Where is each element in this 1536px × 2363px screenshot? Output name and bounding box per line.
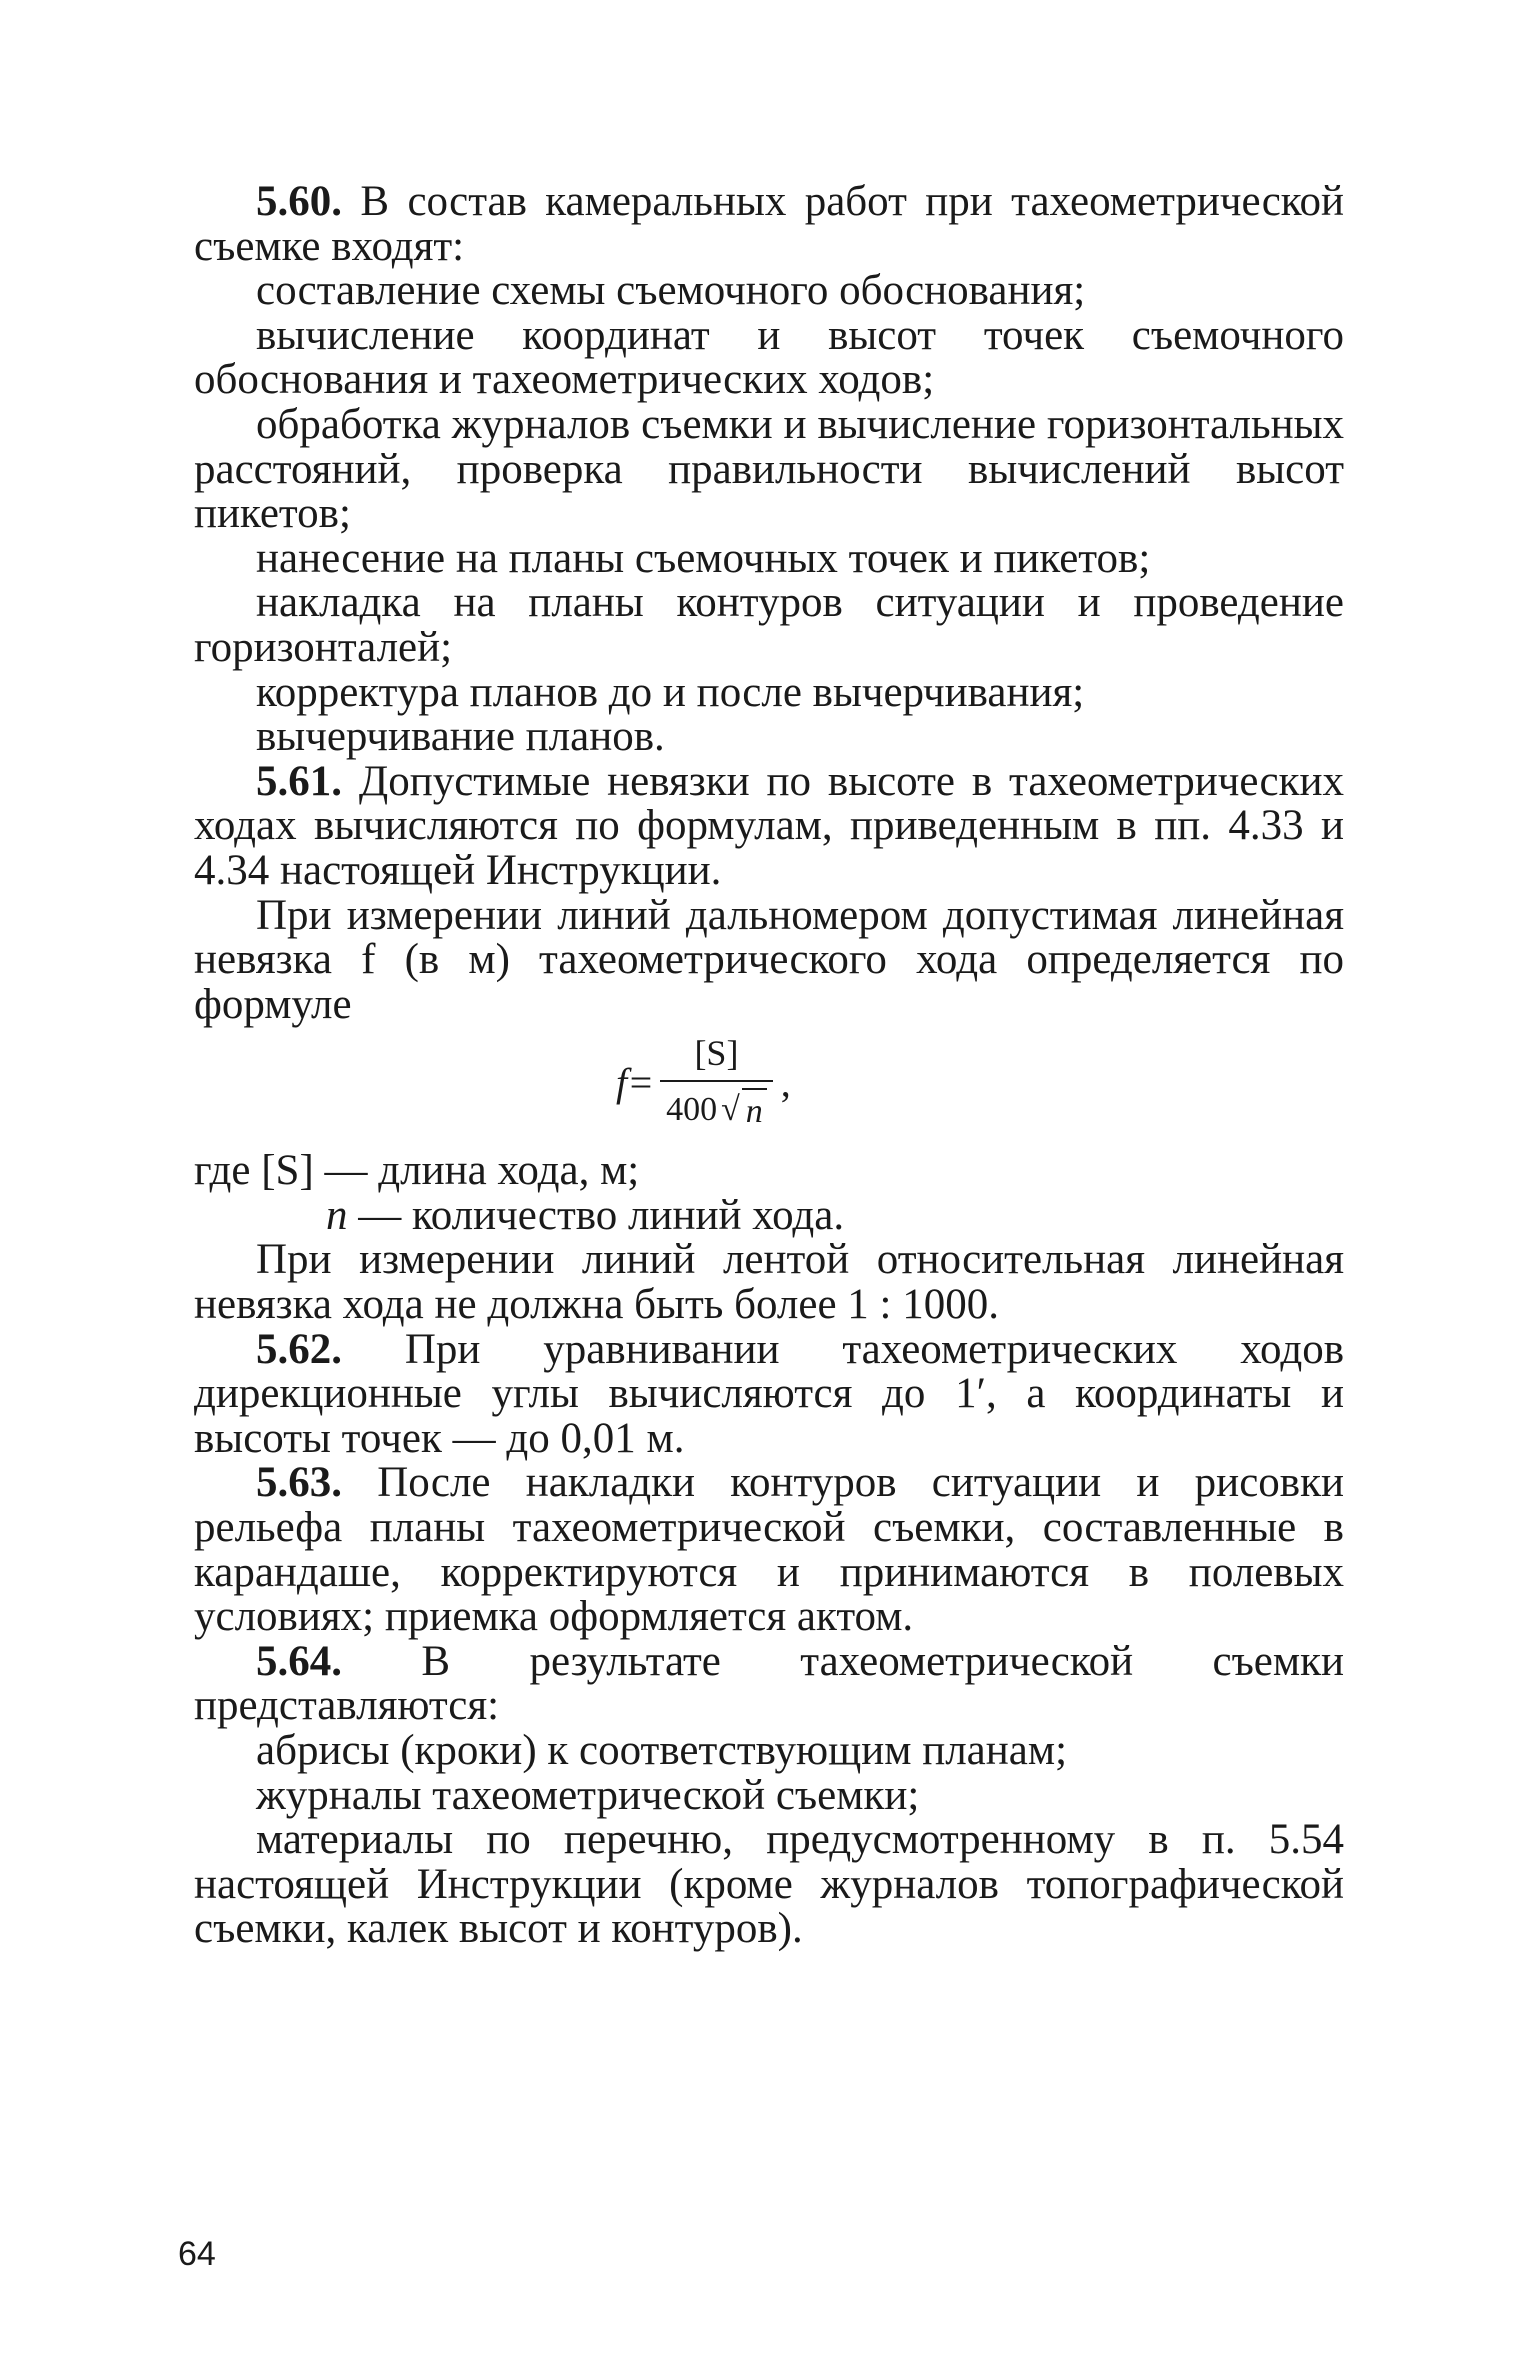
section-number: 5.63. <box>256 1459 342 1507</box>
section-number: 5.61. <box>256 757 342 805</box>
section-5-61 <box>194 757 1345 894</box>
section-5-60-intro <box>194 180 1344 269</box>
legend-description: — длина хода, м; <box>313 1147 640 1195</box>
formula-lhs: f= <box>616 1059 655 1105</box>
list-item: составление схемы съемочного обоснования; <box>256 267 1086 315</box>
legend-symbol: n <box>326 1191 348 1239</box>
section-5-63 <box>194 1461 1344 1639</box>
section-5-62 <box>194 1325 1344 1462</box>
section-text: В результате тахеометрической съемки представляются: <box>194 1637 1344 1730</box>
formula-fraction <box>660 1031 773 1134</box>
section-text: В состав камеральных работ при тахеометрической съемке входят: <box>194 178 1344 270</box>
legend-row <box>194 1149 1344 1194</box>
section-text: При уравнивании тахеометрических ходов дирекционные углы вычисляются до 1′, а координаты и высоты точек — до 0,01 м. <box>194 1325 1344 1462</box>
list-item: абрисы (кроки) к соответствующим планам; <box>256 1727 1068 1774</box>
legend-row <box>194 1191 1344 1239</box>
legend-prefix: где <box>194 1147 262 1195</box>
formula-trailing: , <box>780 1059 791 1105</box>
list-item: материалы по перечню, предусмотренному в п. 5.54 настоящей Инструкции (кроме журналов топографической съемки, калек высот и контуров). <box>194 1816 1344 1953</box>
formula-denominator <box>660 1080 773 1135</box>
misclosure-formula <box>616 1031 791 1134</box>
list-item: вычисление координат и высот точек съемочного обоснования и тахеометрических ходов; <box>194 311 1344 404</box>
list-item: накладка на планы контуров ситуации и проведение горизонталей; <box>194 579 1344 671</box>
section-5-61-para2: При измерении линий дальномером допустимая линейная невязка f (в м) тахеометрического хода определяется по формуле <box>194 891 1344 1028</box>
formula-legend <box>194 1149 1344 1238</box>
formula-numerator: [S] <box>694 1033 739 1074</box>
list-item: корректура планов до и после вычерчивания; <box>256 668 1085 716</box>
section-number: 5.64. <box>256 1637 342 1685</box>
list-item: нанесение на планы съемочных точек и пикетов; <box>256 534 1151 582</box>
legend-symbol: [S] <box>261 1147 314 1195</box>
section-5-64-intro <box>194 1637 1344 1730</box>
formula-sqrt-argument: n <box>742 1088 767 1135</box>
section-number: 5.62. <box>256 1325 342 1373</box>
section-text: Допустимые невязки по высоте в тахеометрических ходах вычисляются по формулам, приведенным в пп. 4.33 и 4.34 настоящей Инструкции. <box>194 757 1345 894</box>
page-number: 64 <box>178 2235 216 2273</box>
sqrt-icon: √ <box>721 1090 740 1128</box>
legend-description: — количество линий хода. <box>347 1191 845 1239</box>
section-text: После накладки контуров ситуации и рисовки рельефа планы тахеометрической съемки, составленные в карандаше, корректируются и принимаются в полевых условиях; приемка оформляется актом. <box>194 1459 1344 1641</box>
list-item: обработка журналов съемки и вычисление горизонтальных расстояний, проверка правильности вычислений высот пикетов; <box>194 400 1344 538</box>
formula-coefficient: 400 <box>666 1090 718 1128</box>
list-item: вычерчивание планов. <box>256 713 665 761</box>
page-body <box>194 180 1344 1952</box>
formula-block <box>194 1031 1344 1139</box>
section-number: 5.60. <box>256 178 342 225</box>
list-item: журналы тахеометрической съемки; <box>256 1771 920 1819</box>
section-5-61-para3: При измерении линий лентой относительная линейная невязка хода не должна быть более 1 : 1000. <box>194 1236 1344 1329</box>
